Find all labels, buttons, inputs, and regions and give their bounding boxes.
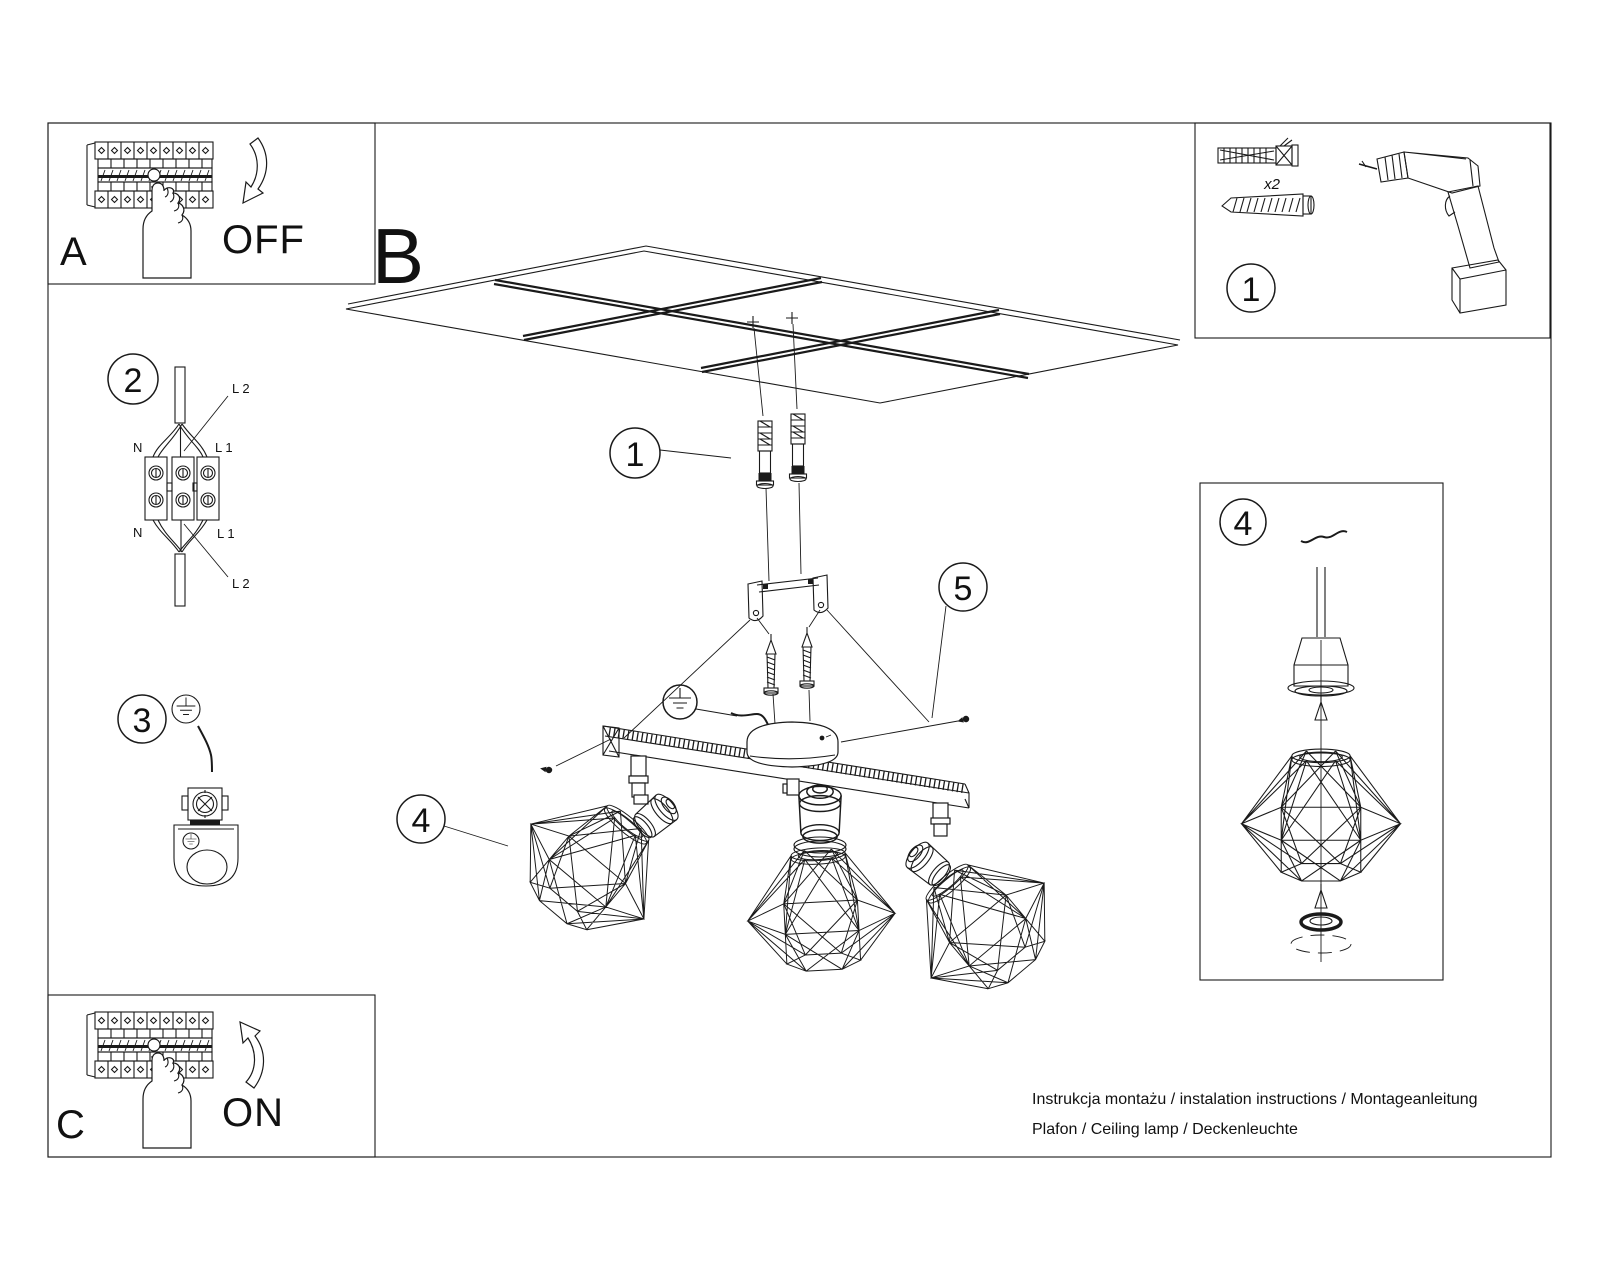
step-b-letter: B	[372, 212, 425, 300]
footer-line-1: Instrukcja montażu / instalation instructions / Montageanleitung	[1032, 1091, 1478, 1108]
small-screw-icon	[956, 715, 969, 724]
curved-arrow-up-icon	[240, 1022, 264, 1088]
step-c-letter: C	[56, 1103, 85, 1147]
footer-line-2: Plafon / Ceiling lamp / Deckenleuchte	[1032, 1121, 1298, 1138]
fixing-screws-group	[757, 610, 820, 724]
spot-head-drawing	[799, 785, 841, 843]
label-l2-top: L 2	[232, 381, 250, 396]
pointing-hand-icon	[143, 183, 191, 278]
pointing-hand-icon	[143, 1053, 191, 1148]
screw-icon	[764, 634, 778, 695]
dowel-quantity-label: x2	[1264, 176, 1280, 193]
label-l1-top: L 1	[215, 440, 233, 455]
small-screw-icon	[540, 765, 553, 773]
footer-caption	[1032, 1091, 1478, 1138]
on-label: ON	[222, 1091, 284, 1135]
wall-plug-horizontal-icon	[1218, 138, 1298, 166]
spotlight-left	[497, 756, 689, 960]
callout-1-box: 1	[1241, 271, 1261, 309]
callout-1-main: 1	[625, 436, 645, 474]
tools-box	[1195, 123, 1550, 338]
label-l2-bottom: L 2	[232, 576, 250, 591]
wall-plugs-group	[610, 324, 807, 581]
off-label: OFF	[222, 218, 305, 262]
step-2-terminal-block	[108, 354, 250, 606]
ceiling-panel-drawing	[346, 246, 1180, 403]
step-c-power-on-box	[48, 995, 375, 1157]
callout-4: 4	[411, 802, 431, 840]
callout-2: 2	[123, 362, 143, 400]
step-3-ground-connection	[118, 695, 238, 886]
ground-terminal-drawing	[174, 788, 238, 886]
label-n-bottom: N	[133, 525, 143, 540]
shade-detail-box	[1200, 483, 1443, 980]
spot-head-drawing	[901, 838, 955, 891]
callout-5: 5	[953, 570, 973, 608]
ground-wire-drawing	[198, 726, 212, 772]
cage-shade-drawing	[744, 844, 898, 974]
step-a-power-off-box	[48, 123, 375, 284]
cage-shade-drawing	[497, 771, 689, 960]
step-a-letter: A	[60, 230, 87, 274]
mounting-bracket-drawing	[748, 575, 828, 621]
callout-3: 3	[132, 702, 152, 740]
spotlight-right	[887, 803, 1079, 1019]
callout-4-box: 4	[1233, 505, 1253, 543]
canopy-drawing	[747, 722, 838, 767]
assembly-guide-lines	[624, 610, 929, 738]
curved-arrow-down-icon	[243, 138, 267, 203]
wall-plug-icon	[757, 421, 774, 489]
screw-horizontal-icon	[1222, 194, 1314, 216]
wall-plug-icon	[790, 414, 807, 482]
spotlight-middle	[744, 779, 898, 974]
ground-symbol-main	[663, 685, 769, 727]
screw-icon	[800, 627, 814, 688]
breaker-panel-drawing	[87, 1012, 213, 1078]
label-l1-bottom: L 1	[217, 526, 235, 541]
callout-4-group	[397, 795, 508, 846]
ground-symbol-icon	[172, 695, 200, 723]
drill-icon	[1359, 152, 1506, 313]
label-n-top: N	[133, 440, 143, 455]
cable-squiggle-drawing	[1301, 531, 1347, 542]
breaker-panel-drawing	[87, 142, 213, 208]
terminal-block-drawing	[145, 367, 228, 606]
